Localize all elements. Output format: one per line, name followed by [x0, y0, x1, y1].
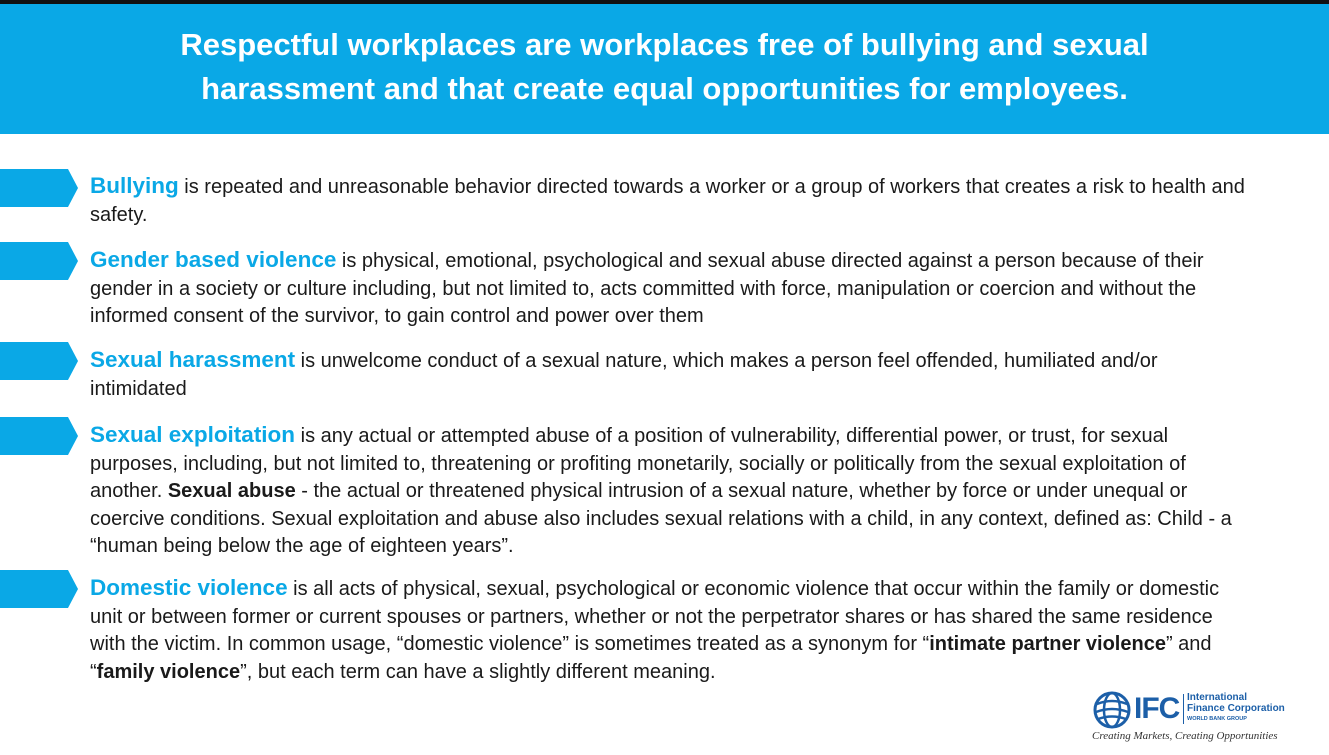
definition-text: - the actual or threatened physical intrusion of a sexual nature, whether by force or under unequal or coercive conditions. Sexual exploitation and abuse also includes sexual relations with a child, in any context, defined as: Child - a “human being below the age of eighteen years”. — [90, 480, 1232, 557]
definition-domestic-violence — [90, 574, 1250, 686]
arrow-marker-sexual-exploitation — [0, 417, 78, 455]
arrow-marker-sexual-harassment — [0, 342, 78, 380]
definition-text: ” and “ — [90, 633, 1212, 683]
logo-org-line-1: International — [1187, 692, 1248, 703]
term-family-violence: family violence — [96, 660, 241, 683]
term-domestic-violence: Domestic violence — [90, 575, 288, 600]
arrow-marker-bullying — [0, 169, 78, 207]
logo-group: WORLD BANK GROUP — [1187, 716, 1247, 722]
globe-icon — [1092, 690, 1132, 730]
definition-text: is unwelcome conduct of a sexual nature, which makes a person feel offended, humiliated and/or intimidated — [90, 350, 1158, 400]
term-sexual-exploitation: Sexual exploitation — [90, 422, 296, 447]
logo-organization — [1187, 693, 1285, 714]
header-banner — [0, 4, 1329, 134]
arrow-marker-gbv — [0, 242, 78, 280]
page-title: Respectful workplaces are workplaces free of bullying and sexual harassment and that create equal opportunities for employees. — [180, 27, 1149, 106]
logo-divider — [1183, 694, 1184, 724]
definition-sexual-harassment — [90, 346, 1250, 403]
ifc-logo — [1090, 688, 1305, 748]
definition-text: is all acts of physical, sexual, psychological or economic violence that occur within the family or domestic unit or between former or current spouses or partners, whether or not the perpetrator shares or has shared the same residence with the victim. In common usage, “domestic violence” is sometimes treated as a synonym for “ — [90, 578, 1220, 655]
term-gender-based-violence: Gender based violence — [90, 247, 337, 272]
definition-gender-based-violence — [90, 246, 1250, 331]
term-intimate-partner-violence: intimate partner violence — [929, 633, 1166, 655]
term-bullying: Bullying — [90, 173, 179, 198]
definition-bullying — [90, 172, 1250, 229]
definition-text: ”, but each term can have a slightly different meaning. — [240, 660, 716, 683]
definition-sexual-exploitation — [90, 421, 1250, 561]
term-sexual-abuse: Sexual abuse — [167, 480, 296, 502]
arrow-marker-domestic-violence — [0, 570, 78, 608]
definition-text: is any actual or attempted abuse of a position of vulnerability, differential power, or trust, for sexual purposes, including, but not limited to, threatening or profiting monetarily, socially or politically from the sexual exploitation of another. — [90, 425, 1186, 502]
definition-text: is repeated and unreasonable behavior directed towards a worker or a group of workers that creates a risk to health and safety. — [90, 176, 1245, 226]
term-sexual-harassment: Sexual harassment — [90, 347, 296, 372]
definition-text: is physical, emotional, psychological and sexual abuse directed against a person because of their gender in a society or culture including, but not limited to, acts committed with force, manipulation or coercion and without the informed consent of the survivor, to gain control and power over them — [90, 250, 1204, 327]
logo-brand: IFC — [1134, 692, 1180, 725]
logo-org-line-2: Finance Corporation — [1187, 702, 1285, 714]
logo-tagline: Creating Markets, Creating Opportunities — [1092, 730, 1278, 742]
